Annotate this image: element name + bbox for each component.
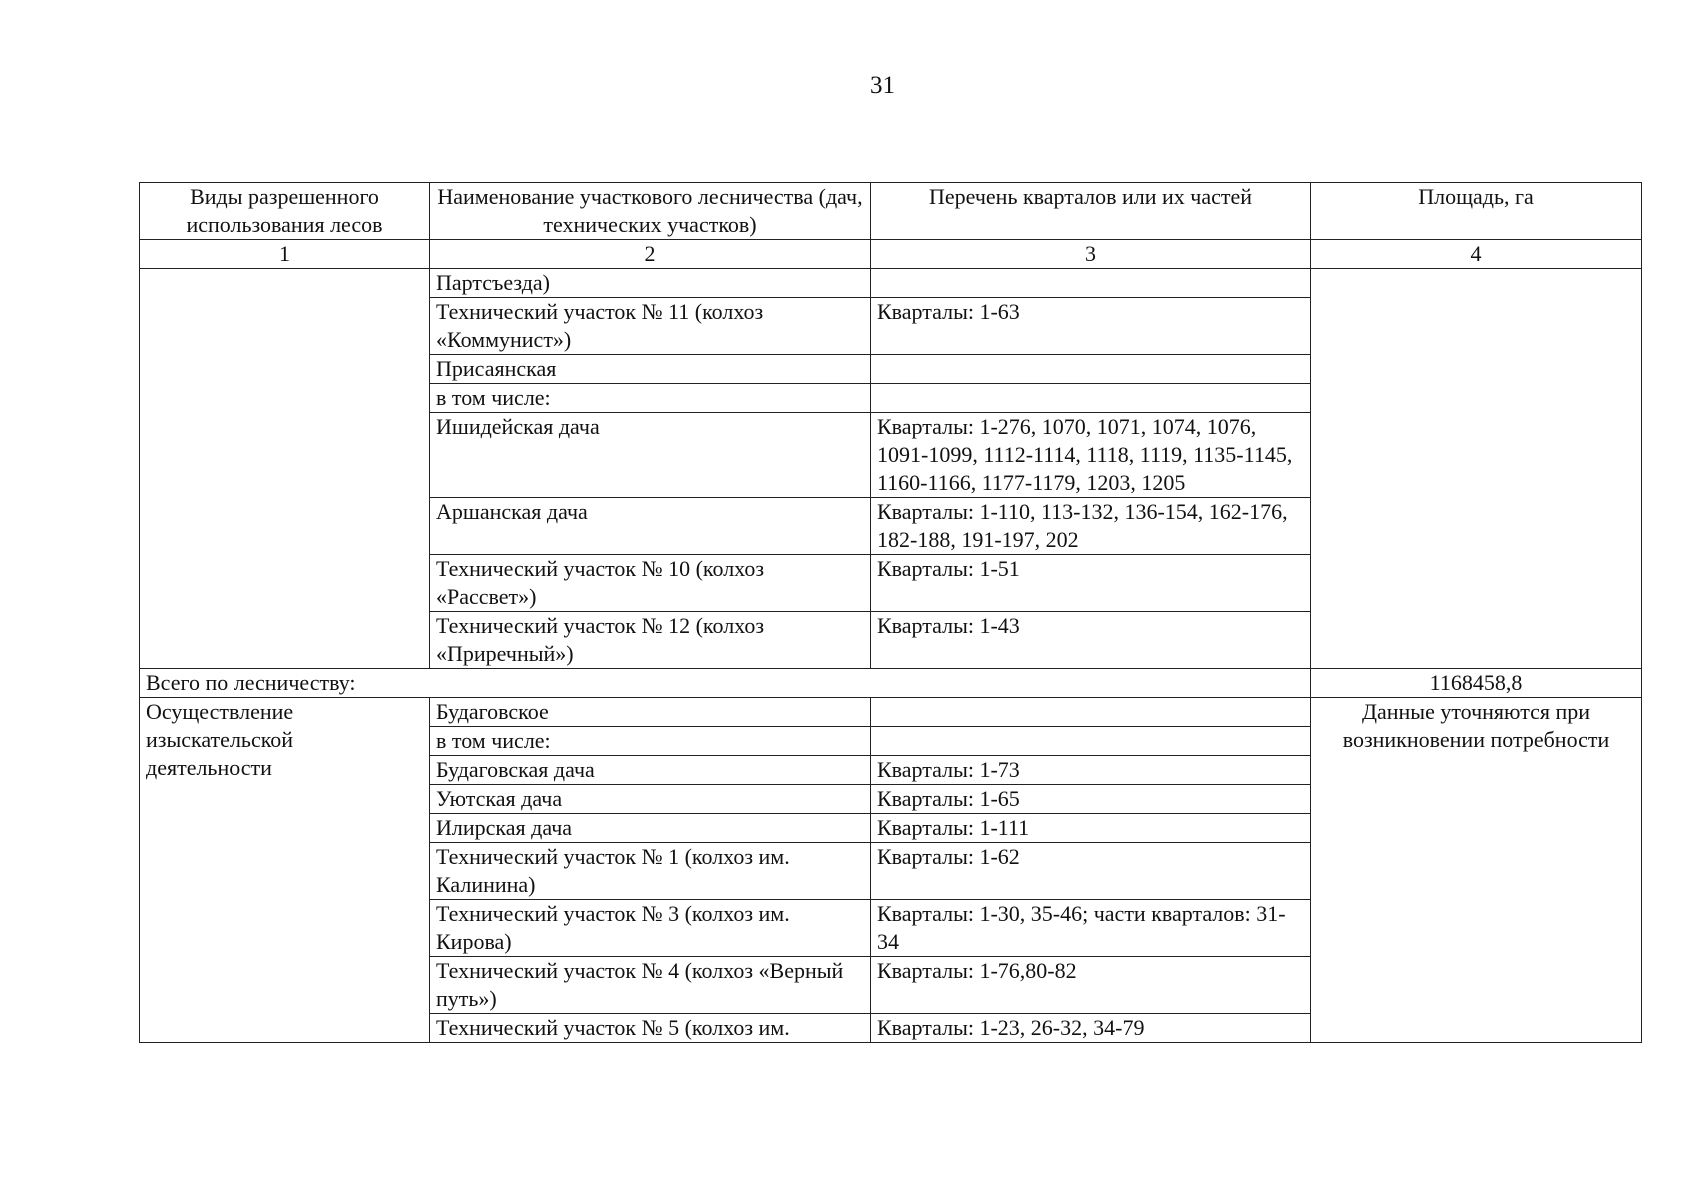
quarters-cell: [871, 355, 1311, 384]
quarters-cell: Кварталы: 1-51: [871, 555, 1311, 612]
area-cell: [1311, 269, 1642, 669]
forestry-name-cell: Ишидейская дача: [430, 413, 871, 498]
forestry-name-cell: в том числе:: [430, 384, 871, 413]
forest-usage-table: [139, 182, 1642, 1043]
quarters-cell: Кварталы: 1-63: [871, 298, 1311, 355]
header-usage-type: Виды разрешенного использования лесов: [140, 183, 430, 240]
forestry-name-cell: Уютская дача: [430, 785, 871, 814]
quarters-cell: Кварталы: 1-43: [871, 612, 1311, 669]
forestry-name-cell: Технический участок № 11 (колхоз «Коммунист»): [430, 298, 871, 355]
quarters-cell: Кварталы: 1-62: [871, 843, 1311, 900]
quarters-cell: Кварталы: 1-276, 1070, 1071, 1074, 1076, 1091-1099, 1112-1114, 1118, 1119, 1135-1145, 1160-1166, 1177-1179, 1203, 1205: [871, 413, 1311, 498]
forestry-name-cell: Будаговское: [430, 698, 871, 727]
quarters-cell: Кварталы: 1-65: [871, 785, 1311, 814]
forestry-name-cell: Технический участок № 4 (колхоз «Верный путь»): [430, 957, 871, 1014]
total-value: 1168458,8: [1311, 669, 1642, 698]
quarters-cell: Кварталы: 1-73: [871, 756, 1311, 785]
quarters-cell: Кварталы: 1-110, 113-132, 136-154, 162-176, 182-188, 191-197, 202: [871, 498, 1311, 555]
forestry-name-cell: Аршанская дача: [430, 498, 871, 555]
quarters-cell: [871, 384, 1311, 413]
column-number-row: [140, 240, 1642, 269]
area-cell: Данные уточняются при возникновении потребности: [1311, 698, 1642, 1043]
column-number: 2: [430, 240, 871, 269]
quarters-cell: [871, 269, 1311, 298]
forestry-name-cell: Технический участок № 12 (колхоз «Приречный»): [430, 612, 871, 669]
table-row: [140, 269, 1642, 298]
quarters-cell: [871, 727, 1311, 756]
header-quarters-list: Перечень кварталов или их частей: [871, 183, 1311, 240]
column-number: 3: [871, 240, 1311, 269]
forestry-name-cell: Будаговская дача: [430, 756, 871, 785]
header-row: [140, 183, 1642, 240]
forestry-name-cell: Присаянская: [430, 355, 871, 384]
usage-type-cell: Осуществление изыскательской деятельности: [140, 698, 430, 1043]
quarters-cell: Кварталы: 1-76,80-82: [871, 957, 1311, 1014]
forestry-name-cell: Партсъезда): [430, 269, 871, 298]
column-number: 1: [140, 240, 430, 269]
page-number: 31: [870, 72, 895, 99]
column-number: 4: [1311, 240, 1642, 269]
forestry-name-cell: Технический участок № 3 (колхоз им. Кирова): [430, 900, 871, 957]
table-row: [140, 698, 1642, 727]
forestry-name-cell: в том числе:: [430, 727, 871, 756]
forestry-name-cell: Технический участок № 10 (колхоз «Рассвет»): [430, 555, 871, 612]
forestry-name-cell: Технический участок № 1 (колхоз им. Калинина): [430, 843, 871, 900]
header-forestry-name: Наименование участкового лесничества (дач, технических участков): [430, 183, 871, 240]
quarters-cell: Кварталы: 1-111: [871, 814, 1311, 843]
quarters-cell: [871, 698, 1311, 727]
forestry-name-cell: Технический участок № 5 (колхоз им.: [430, 1014, 871, 1043]
usage-type-cell: [140, 269, 430, 669]
quarters-cell: Кварталы: 1-30, 35-46; части кварталов: 31-34: [871, 900, 1311, 957]
total-row: [140, 669, 1642, 698]
quarters-cell: Кварталы: 1-23, 26-32, 34-79: [871, 1014, 1311, 1043]
forestry-name-cell: Илирская дача: [430, 814, 871, 843]
header-area: Площадь, га: [1311, 183, 1642, 240]
total-label: Всего по лесничеству:: [140, 669, 1311, 698]
